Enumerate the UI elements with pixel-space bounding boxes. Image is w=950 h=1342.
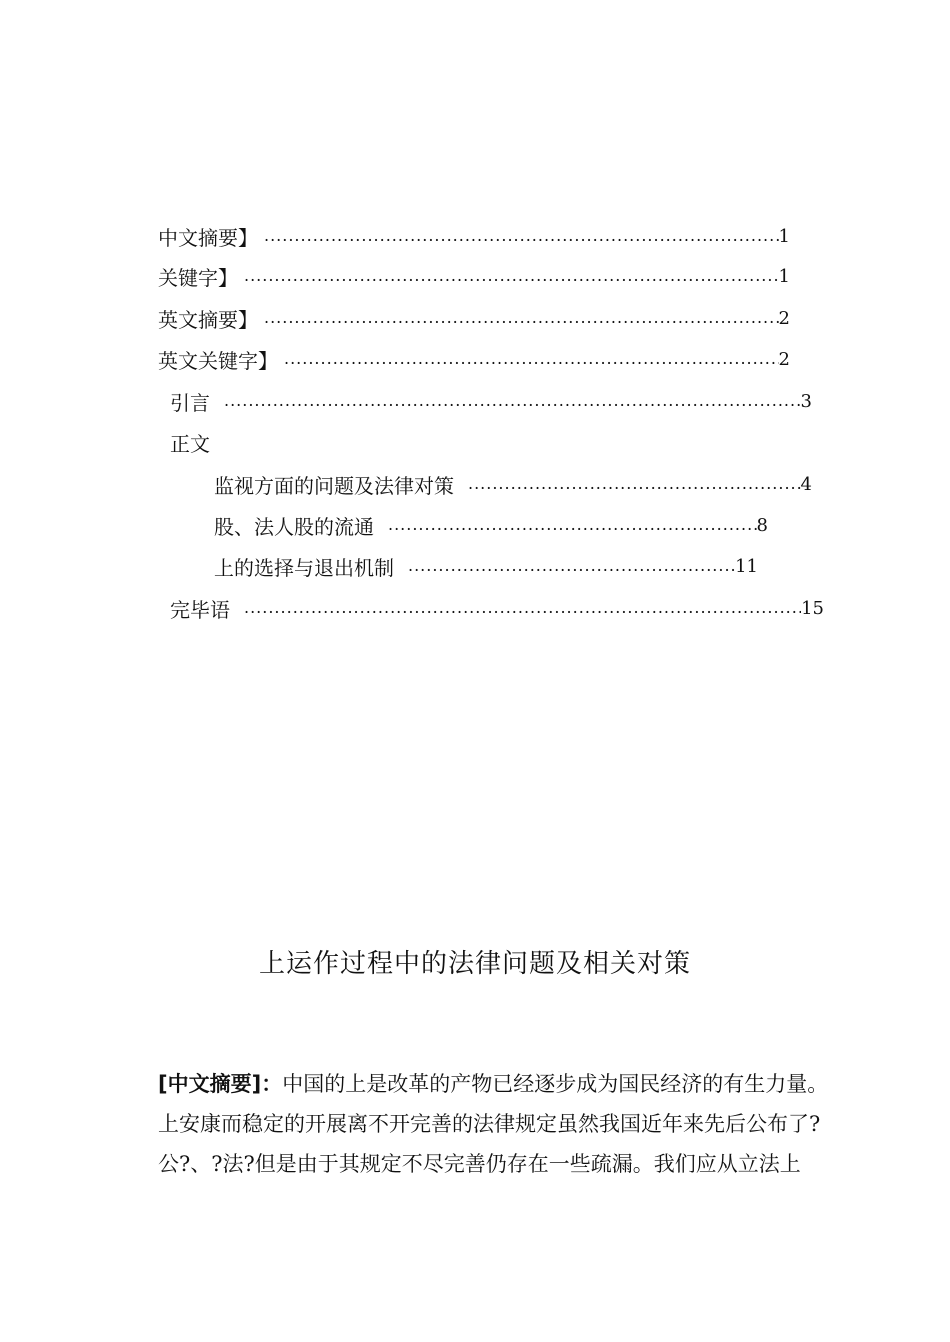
toc-leader-dots bbox=[468, 469, 801, 499]
document-title: 上运作过程中的法律问题及相关对策 bbox=[258, 949, 691, 979]
toc-leader-dots bbox=[264, 303, 779, 333]
toc-leader-dots bbox=[244, 261, 779, 291]
toc-entry-keywords[interactable] bbox=[158, 261, 790, 291]
toc-entry-page: 4 bbox=[800, 473, 812, 495]
toc-entry-page: 8 bbox=[756, 514, 768, 536]
abstract-line-1 bbox=[158, 1064, 878, 1104]
toc-entry-page: 1 bbox=[778, 265, 790, 287]
abstract-paragraph bbox=[158, 1064, 878, 1184]
toc-entry-label: 中文摘要】 bbox=[158, 225, 258, 250]
toc-entry-conclusion[interactable] bbox=[170, 593, 824, 623]
toc-entry-label: 上的选择与退出机制 bbox=[214, 555, 394, 580]
toc-entry-page: 11 bbox=[735, 555, 758, 577]
toc-entry-introduction[interactable] bbox=[170, 386, 812, 416]
abstract-line-2: 上安康而稳定的开展离不开完善的法律规定虽然我国近年来先后公布了? bbox=[158, 1112, 821, 1136]
abstract-text-1: 中国的上是改革的产物已经逐步成为国民经济的有生力量。 bbox=[282, 1072, 829, 1096]
toc-entry-section-1[interactable] bbox=[214, 469, 812, 499]
toc-entry-chinese-abstract[interactable] bbox=[158, 221, 790, 251]
toc-entry-label: 关键字】 bbox=[158, 265, 238, 290]
toc-leader-dots bbox=[264, 221, 779, 251]
toc-entry-page: 1 bbox=[778, 225, 790, 247]
toc-leader-dots bbox=[408, 551, 735, 581]
toc-entry-label: 监视方面的问题及法律对策 bbox=[214, 473, 454, 498]
toc-leader-dots bbox=[284, 344, 779, 374]
toc-leader-dots bbox=[244, 593, 801, 623]
abstract-line-3: 公?、?法?但是由于其规定不尽完善仍存在一些疏漏。我们应从立法上 bbox=[158, 1152, 801, 1176]
toc-entry-english-keywords[interactable] bbox=[158, 344, 790, 374]
toc-entry-label: 股、法人股的流通 bbox=[214, 514, 374, 539]
toc-entry-page: 2 bbox=[778, 307, 790, 329]
toc-entry-page: 2 bbox=[778, 348, 790, 370]
toc-entry-main-text[interactable] bbox=[170, 427, 370, 457]
toc-entry-section-2[interactable] bbox=[214, 510, 768, 540]
toc-entry-label: 英文摘要】 bbox=[158, 307, 258, 332]
toc-entry-label: 引言 bbox=[170, 390, 210, 415]
abstract-heading: [中文摘要]： bbox=[158, 1072, 283, 1096]
toc-leader-dots bbox=[388, 510, 757, 540]
toc-entry-page: 3 bbox=[800, 390, 812, 412]
toc-entry-english-abstract[interactable] bbox=[158, 303, 790, 333]
toc-entry-label: 完毕语 bbox=[170, 597, 230, 622]
toc-entry-page: 15 bbox=[801, 597, 824, 619]
toc-entry-label: 英文关键字】 bbox=[158, 348, 278, 373]
toc-leader-dots bbox=[224, 386, 801, 416]
toc-entry-section-3[interactable] bbox=[214, 551, 758, 581]
toc-entry-label: 正文 bbox=[170, 431, 210, 456]
